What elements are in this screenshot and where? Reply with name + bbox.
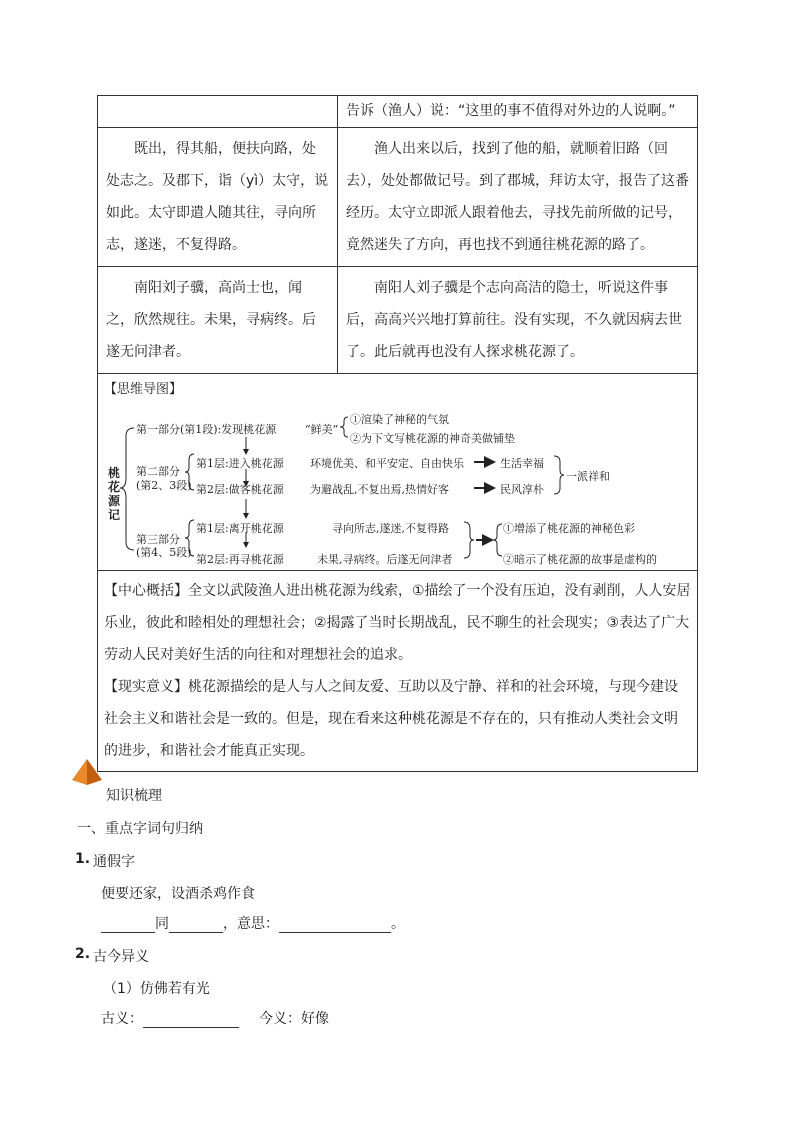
part3-layer2-desc: 未果,寻病终。后遂无问津者 [317, 553, 453, 566]
gu-label: 古义： [101, 1011, 143, 1027]
item1-example: 便要还家，设酒杀鸡作食 [101, 886, 255, 902]
part3-result-1: ①增添了桃花源的神秘色彩 [503, 522, 635, 535]
central-summary-label: 【中心概括】 [104, 583, 188, 599]
table-row [98, 96, 697, 128]
part2-range: (第2、3段) [136, 479, 192, 492]
xianmei-point-2: ②为下文写桃花源的神奇美做铺垫 [350, 432, 515, 445]
part2-layer2-desc: 为避战乱,不复出焉,热情好客 [310, 483, 449, 496]
pyramid-icon [70, 758, 104, 786]
original-cell [98, 96, 338, 127]
section-title: 一、重点字词句归纳 [77, 821, 203, 837]
part3-label: 第三部分 [136, 533, 180, 546]
central-summary [104, 575, 691, 671]
answer-blank[interactable] [101, 917, 155, 933]
table-row [98, 267, 697, 374]
mind-map-root: 桃花源记 [108, 466, 121, 522]
translation-cell: 渔人出来以后，找到了他的船，就顺着旧路（回去），处处都做记号。到了郡城，拜访太守，报告了这番经历。太守立即派人跟着他去，寻找先前所做的记号，竟然迷失了方向，再也找不到通往桃花源的路了。 [346, 141, 689, 253]
item1-number: 1. [75, 851, 91, 867]
part3-layer1-desc: 寻向所志,遂迷,不复得路 [332, 522, 449, 535]
xianmei-label: “鲜美” [305, 423, 339, 436]
knowledge-heading: 知识梳理 [106, 788, 162, 804]
period: 。 [391, 916, 405, 932]
part2-summary: 一派祥和 [566, 470, 610, 483]
translation-table [97, 95, 698, 772]
original-cell: 既出，得其船，便扶向路，处处志之。及郡下，诣（yì）太守，说如此。太守即遣人随其往，寻向所志，遂迷，不复得路。 [98, 128, 338, 266]
mind-map [98, 374, 697, 571]
translation-cell: 告诉（渔人）说：“这里的事不值得对外边的人说啊。” [346, 103, 676, 119]
part2-label: 第二部分 [136, 465, 180, 478]
part3-layer1: 第1层:离开桃花源 [196, 522, 284, 535]
table-row [98, 128, 697, 267]
mind-map-title: 【思维导图】 [104, 382, 183, 397]
translation-cell: 南阳人刘子骥是个志向高洁的隐士，听说这件事后，高高兴兴地打算前往。没有实现，不久就因病去世了。此后就再也没有人探求桃花源了。 [346, 280, 682, 360]
xianmei-point-1: ①渲染了神秘的气氛 [350, 413, 449, 426]
answer-blank[interactable] [279, 917, 391, 933]
original-cell: 南阳刘子骥，高尚士也，闻之，欣然规往。未果，寻病终。后遂无问津者。 [98, 267, 338, 373]
summary-section [98, 571, 697, 771]
part2-layer2-result: 民风淳朴 [500, 483, 544, 496]
part2-layer2: 第2层:做客桃花源 [196, 483, 284, 496]
part3-layer2: 第2层:再寻桃花源 [196, 553, 284, 566]
answer-blank[interactable] [143, 1012, 239, 1028]
part1-label: 第一部分(第1段):发现桃花源 [136, 423, 277, 436]
answer-blank[interactable] [169, 917, 223, 933]
central-summary-text: 全文以武陵渔人进出桃花源为线索，①描绘了一个没有压迫，没有剥削，人人安居乐业，彼此和睦相处的理想社会；②揭露了当时长期战乱，民不聊生的社会现实；③表达了广大劳动人民对美好生活的向往和对理想社会的追求。 [104, 583, 691, 663]
part3-result-2: ②暗示了桃花源的故事是虚构的 [503, 553, 657, 566]
part2-layer1-desc: 环境优美、和平安定、自由快乐 [310, 457, 464, 470]
item2-fill-line [101, 1008, 329, 1028]
part3-range: (第4、5段) [136, 546, 192, 559]
part2-layer1: 第1层:进入桃花源 [196, 457, 284, 470]
tong-label: 同 [155, 916, 169, 932]
part2-layer1-result: 生活幸福 [500, 457, 544, 470]
real-significance-label: 【现实意义】 [104, 679, 188, 695]
item2-number: 2. [75, 946, 91, 962]
item2-title: 古今异义 [93, 949, 149, 965]
item1-title: 通假字 [93, 854, 135, 870]
real-significance-text: 桃花源描绘的是人与人之间友爱、互助以及宁静、祥和的社会环境，与现今建设社会主义和谐社会是一致的。但是，现在看来这种桃花源是不存在的，只有推动人类社会文明的进步，和谐社会才能真正实现。 [104, 679, 678, 759]
item1-fill-line [101, 913, 405, 933]
item2-sub: （1）仿佛若有光 [103, 981, 210, 997]
meaning-label: ，意思： [223, 916, 279, 932]
real-significance [104, 671, 691, 767]
jin-label: 今义：好像 [259, 1011, 329, 1027]
